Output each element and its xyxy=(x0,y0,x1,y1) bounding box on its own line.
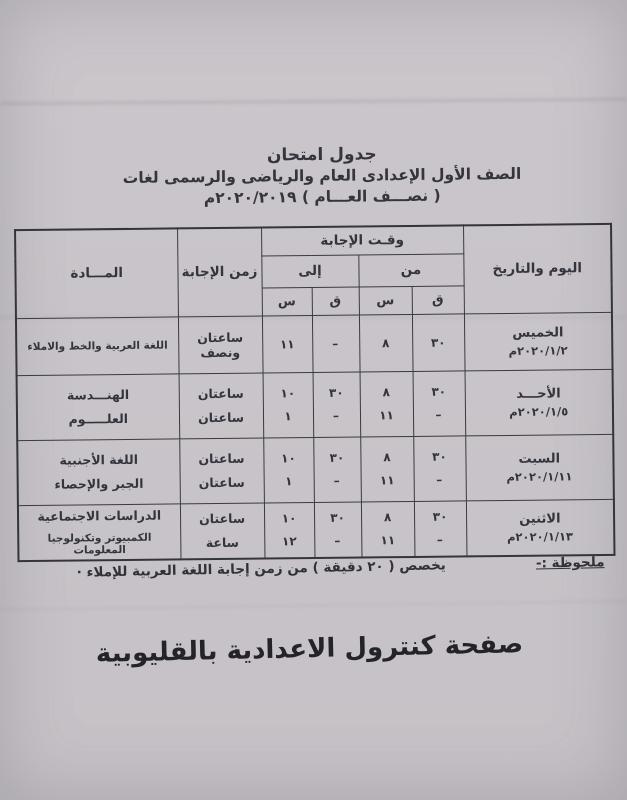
header-answer-time: وقـت الإجابة xyxy=(261,225,463,255)
from-hours-value: ٨ xyxy=(382,385,391,400)
from-hours-value: ٨ xyxy=(383,450,391,465)
subject-name: الكمبيوتر وتكنولوجيا المعلومات xyxy=(47,531,152,557)
from-hours-value: ٨ xyxy=(383,510,392,525)
to-minutes-value: – xyxy=(333,473,341,488)
to-hours-value: ١٠ xyxy=(281,451,296,466)
to-hours-value: ١ xyxy=(284,474,293,489)
subject-name: اللغة الأجنبية xyxy=(59,451,139,468)
day-date: ٢٠٢٠/١/١١م xyxy=(506,468,573,484)
to-minutes-value: ٣٠ xyxy=(329,450,345,465)
day-name: الأحـــد xyxy=(516,385,561,402)
duration-value: ساعتان xyxy=(198,474,245,491)
day-name: الخميس xyxy=(512,324,564,341)
subject-name: الجبر والإحصاء xyxy=(54,475,144,492)
header-to-hours: س xyxy=(262,287,312,316)
from-minutes-value: ٣٠ xyxy=(431,384,447,399)
subject-name: العلـــــوم xyxy=(68,410,129,427)
subject-name: الهنـــدسة xyxy=(66,386,130,403)
day-name: السبت xyxy=(518,450,561,467)
from-minutes-value: ٣٠ xyxy=(432,509,448,524)
from-minutes-value: – xyxy=(435,407,443,422)
to-minutes-value: – xyxy=(334,533,342,548)
to-hours-value: ١ xyxy=(284,409,292,424)
day-date: ٢٠٢٠/١/٥م xyxy=(509,403,569,419)
to-hours-value: ١٢ xyxy=(281,534,297,549)
note-text: يخصص ( ٢٠ دقيقة ) من زمن إجابة اللغة العربية للإملاء · xyxy=(76,557,446,581)
from-minutes-value: ٣٠ xyxy=(430,335,446,350)
note-label: ملحوظة :- xyxy=(535,554,605,572)
day-name: الاثنين xyxy=(519,510,561,527)
day-date: ٢٠٢٠/١/١٣م xyxy=(506,528,574,544)
table-row-sunday xyxy=(17,369,614,440)
from-minutes-value: – xyxy=(436,532,444,547)
document-title-block xyxy=(28,141,616,210)
from-hours-value: ٨ xyxy=(382,335,390,350)
document-subtitle: الصف الأول الإعدادى العام والرياضى والرسمى لغات xyxy=(122,165,522,188)
day-date: ٢٠٢٠/١/٢م xyxy=(508,342,568,358)
duration-value: ساعتان xyxy=(197,409,245,426)
duration-value: ساعتان xyxy=(197,385,244,402)
to-minutes-value: ٣٠ xyxy=(328,385,344,400)
exam-schedule-table xyxy=(14,223,615,562)
header-from: من xyxy=(358,253,463,286)
header-to-minutes: ق xyxy=(312,287,359,315)
duration-value: ساعة xyxy=(205,534,239,551)
from-minutes-value: – xyxy=(436,472,444,487)
from-minutes-value: ٣٠ xyxy=(432,449,447,464)
from-hours-value: ١١ xyxy=(379,473,395,488)
to-minutes-value: ٣٠ xyxy=(330,510,345,525)
header-day-date: اليوم والتاريخ xyxy=(463,224,612,314)
subject-name: اللغة العربية والخط والاملاء xyxy=(27,339,168,353)
table-row-thursday xyxy=(16,312,613,375)
header-from-hours: س xyxy=(359,286,412,315)
duration-value: ساعتان ونصف xyxy=(197,329,244,360)
document-term-year: ( نصـــف العـــام ) ٢٠٢٠/٢٠١٩م xyxy=(203,186,441,208)
header-to: إلى xyxy=(261,255,358,288)
to-hours-value: ١٠ xyxy=(280,386,296,401)
header-from-minutes: ق xyxy=(412,285,464,314)
to-hours-value: ١٠ xyxy=(281,511,297,526)
footer-caption: صفحة كنترول الاعدادية بالقليوبية xyxy=(95,629,524,669)
header-subject: المـــادة xyxy=(15,228,178,318)
to-minutes-value: – xyxy=(332,336,340,351)
duration-value: ساعتان xyxy=(198,510,246,527)
duration-value: ساعتان xyxy=(198,450,245,467)
to-minutes-value: – xyxy=(332,408,341,423)
document-title: جدول امتحان xyxy=(266,144,377,166)
table-row-monday xyxy=(18,499,615,561)
from-hours-value: ١١ xyxy=(380,533,396,548)
header-answer-duration: زمن الإجابة xyxy=(177,228,262,317)
subject-name: الدراسات الاجتماعية xyxy=(37,507,162,524)
to-hours-value: ١١ xyxy=(279,336,295,351)
from-hours-value: ١١ xyxy=(379,408,394,423)
table-row-saturday xyxy=(17,434,614,505)
